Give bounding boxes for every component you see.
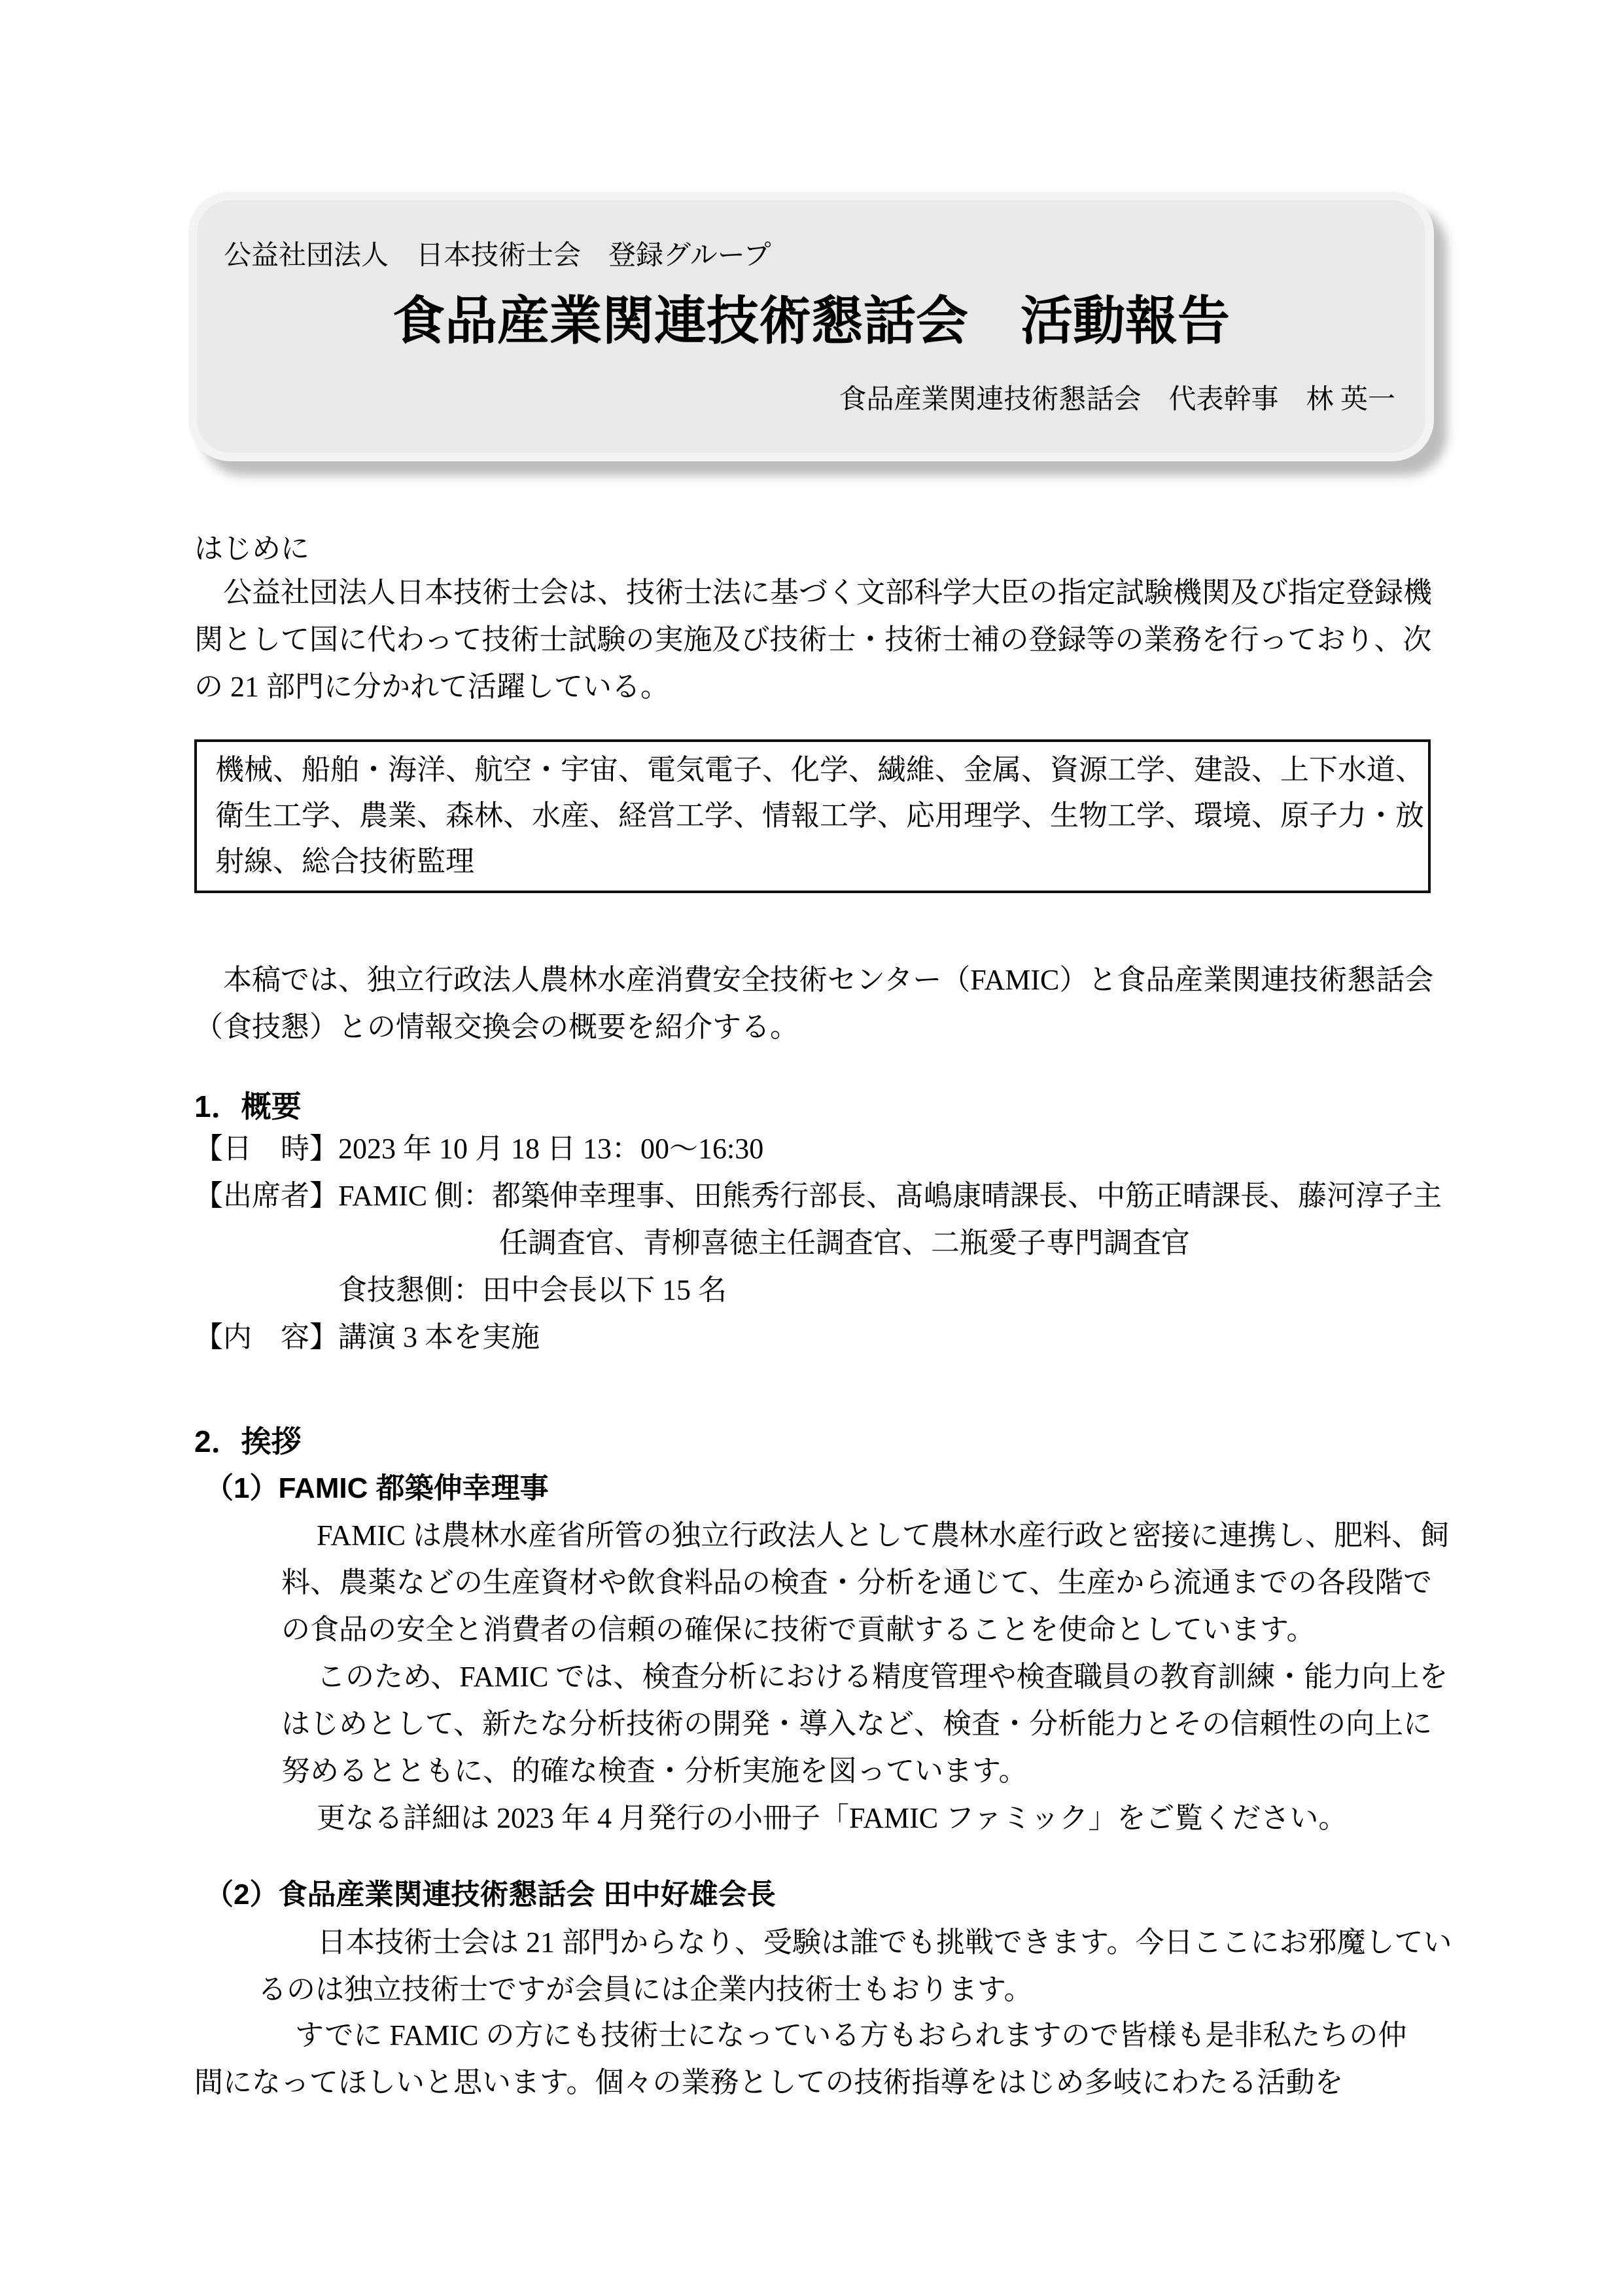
text-line: このため、FAMIC では、検査分析における精度管理や検査職員の教育訓練・能力向上を: [288, 1661, 1448, 1693]
subsection2-heading: （2）食品産業関連技術懇話会 田中好雄会長: [205, 1879, 776, 1911]
page-title: 食品産業関連技術懇話会 活動報告: [393, 292, 1230, 350]
text-line: の 21 部門に分かれて活躍している。: [194, 671, 669, 703]
section1-heading: 1．概要: [194, 1089, 302, 1123]
sub1-paragraph2: [281, 1653, 1448, 1795]
datetime-line: 【日 時】2023 年 10 月 18 日 13：00～16:30: [194, 1133, 764, 1165]
text-line: 公益社団法人日本技術士会は、技術士法に基づく文部科学大臣の指定試験機関及び指定登録機: [194, 576, 1432, 609]
intro-heading: はじめに: [194, 533, 309, 565]
text-line: 射線、総合技術監理: [215, 845, 474, 877]
text-line: 本稿では、独立行政法人農林水産消費安全技術センター（FAMIC）と食品産業関連技術懇話会: [194, 964, 1434, 996]
organization-line: 公益社団法人 日本技術士会 登録グループ: [224, 241, 771, 271]
sub2-paragraph2: [194, 2012, 1406, 2106]
text-line: （食技懇）との情報交換会の概要を紹介する。: [194, 1011, 799, 1043]
text-line: 関として国に代わって技術士試験の実施及び技術士・技術士補の登録等の業務を行っており、次: [194, 624, 1432, 656]
sub1-paragraph3: [281, 1795, 1347, 1842]
subsection1-heading: （1）FAMIC 都築伸幸理事: [205, 1472, 549, 1504]
text-line: FAMIC は農林水産省所管の独立行政法人として農林水産行政と密接に連携し、肥料、飼: [288, 1519, 1450, 1551]
text-line: 日本技術士会は 21 部門からなり、受験は誰でも挑戦できます。今日ここにお邪魔してい: [288, 1926, 1452, 1958]
text-line: 衛生工学、農業、森林、水産、経営工学、情報工学、応用理学、生物工学、環境、原子力・放: [215, 800, 1424, 832]
intro-paragraph: [194, 569, 1432, 711]
text-line: 間になってほしいと思います。個々の業務としての技術指導をはじめ多岐にわたる活動を: [194, 2066, 1344, 2098]
sub1-paragraph1: [281, 1512, 1449, 1653]
lead-paragraph: [194, 957, 1433, 1051]
text-line: 料、農薬などの生産資材や飲食料品の検査・分析を通じて、生産から流通までの各段階で: [281, 1566, 1433, 1598]
text-line: 努めるとともに、的確な検査・分析実施を図っています。: [281, 1755, 1028, 1787]
attendees-line: 【出席者】FAMIC 側：都築伸幸理事、田熊秀行部長、髙嶋康晴課長、中筋正晴課長、藤河淳子主: [194, 1180, 1442, 1212]
text-line: 更なる詳細は 2023 年 4 月発行の小冊子「FAMIC ファミック」をご覧ください。: [288, 1802, 1348, 1834]
attendees-line-shokugikon: 食技懇側：田中会長以下 15 名: [338, 1274, 727, 1306]
engineering-fields-box: [194, 739, 1431, 893]
text-line: の食品の安全と消費者の信頼の確保に技術で貢献することを使命としています。: [281, 1614, 1316, 1646]
section2-heading: 2．挨拶: [194, 1424, 302, 1458]
overview-details: [194, 1125, 1442, 1361]
author-line: 食品産業関連技術懇話会 代表幹事 林 英一: [839, 385, 1395, 415]
attendees-line-continued: 任調査官、青柳喜徳主任調査官、二瓶愛子専門調査官: [499, 1227, 1190, 1259]
text-line: るのは独立技術士ですが会員には企業内技術士もおります。: [258, 1973, 1033, 2005]
text-line: 機械、船舶・海洋、航空・宇宙、電気電子、化学、繊維、金属、資源工学、建設、上下水道、: [215, 754, 1424, 786]
text-line: はじめとして、新たな分析技術の開発・導入など、検査・分析能力とその信頼性の向上に: [281, 1708, 1433, 1740]
sub2-paragraph1: [258, 1919, 1452, 2013]
text-line: すでに FAMIC の方にも技術士になっている方もおられますので皆様も是非私たちの仲: [266, 2019, 1407, 2051]
content-line: 【内 容】講演 3 本を実施: [194, 1321, 540, 1353]
